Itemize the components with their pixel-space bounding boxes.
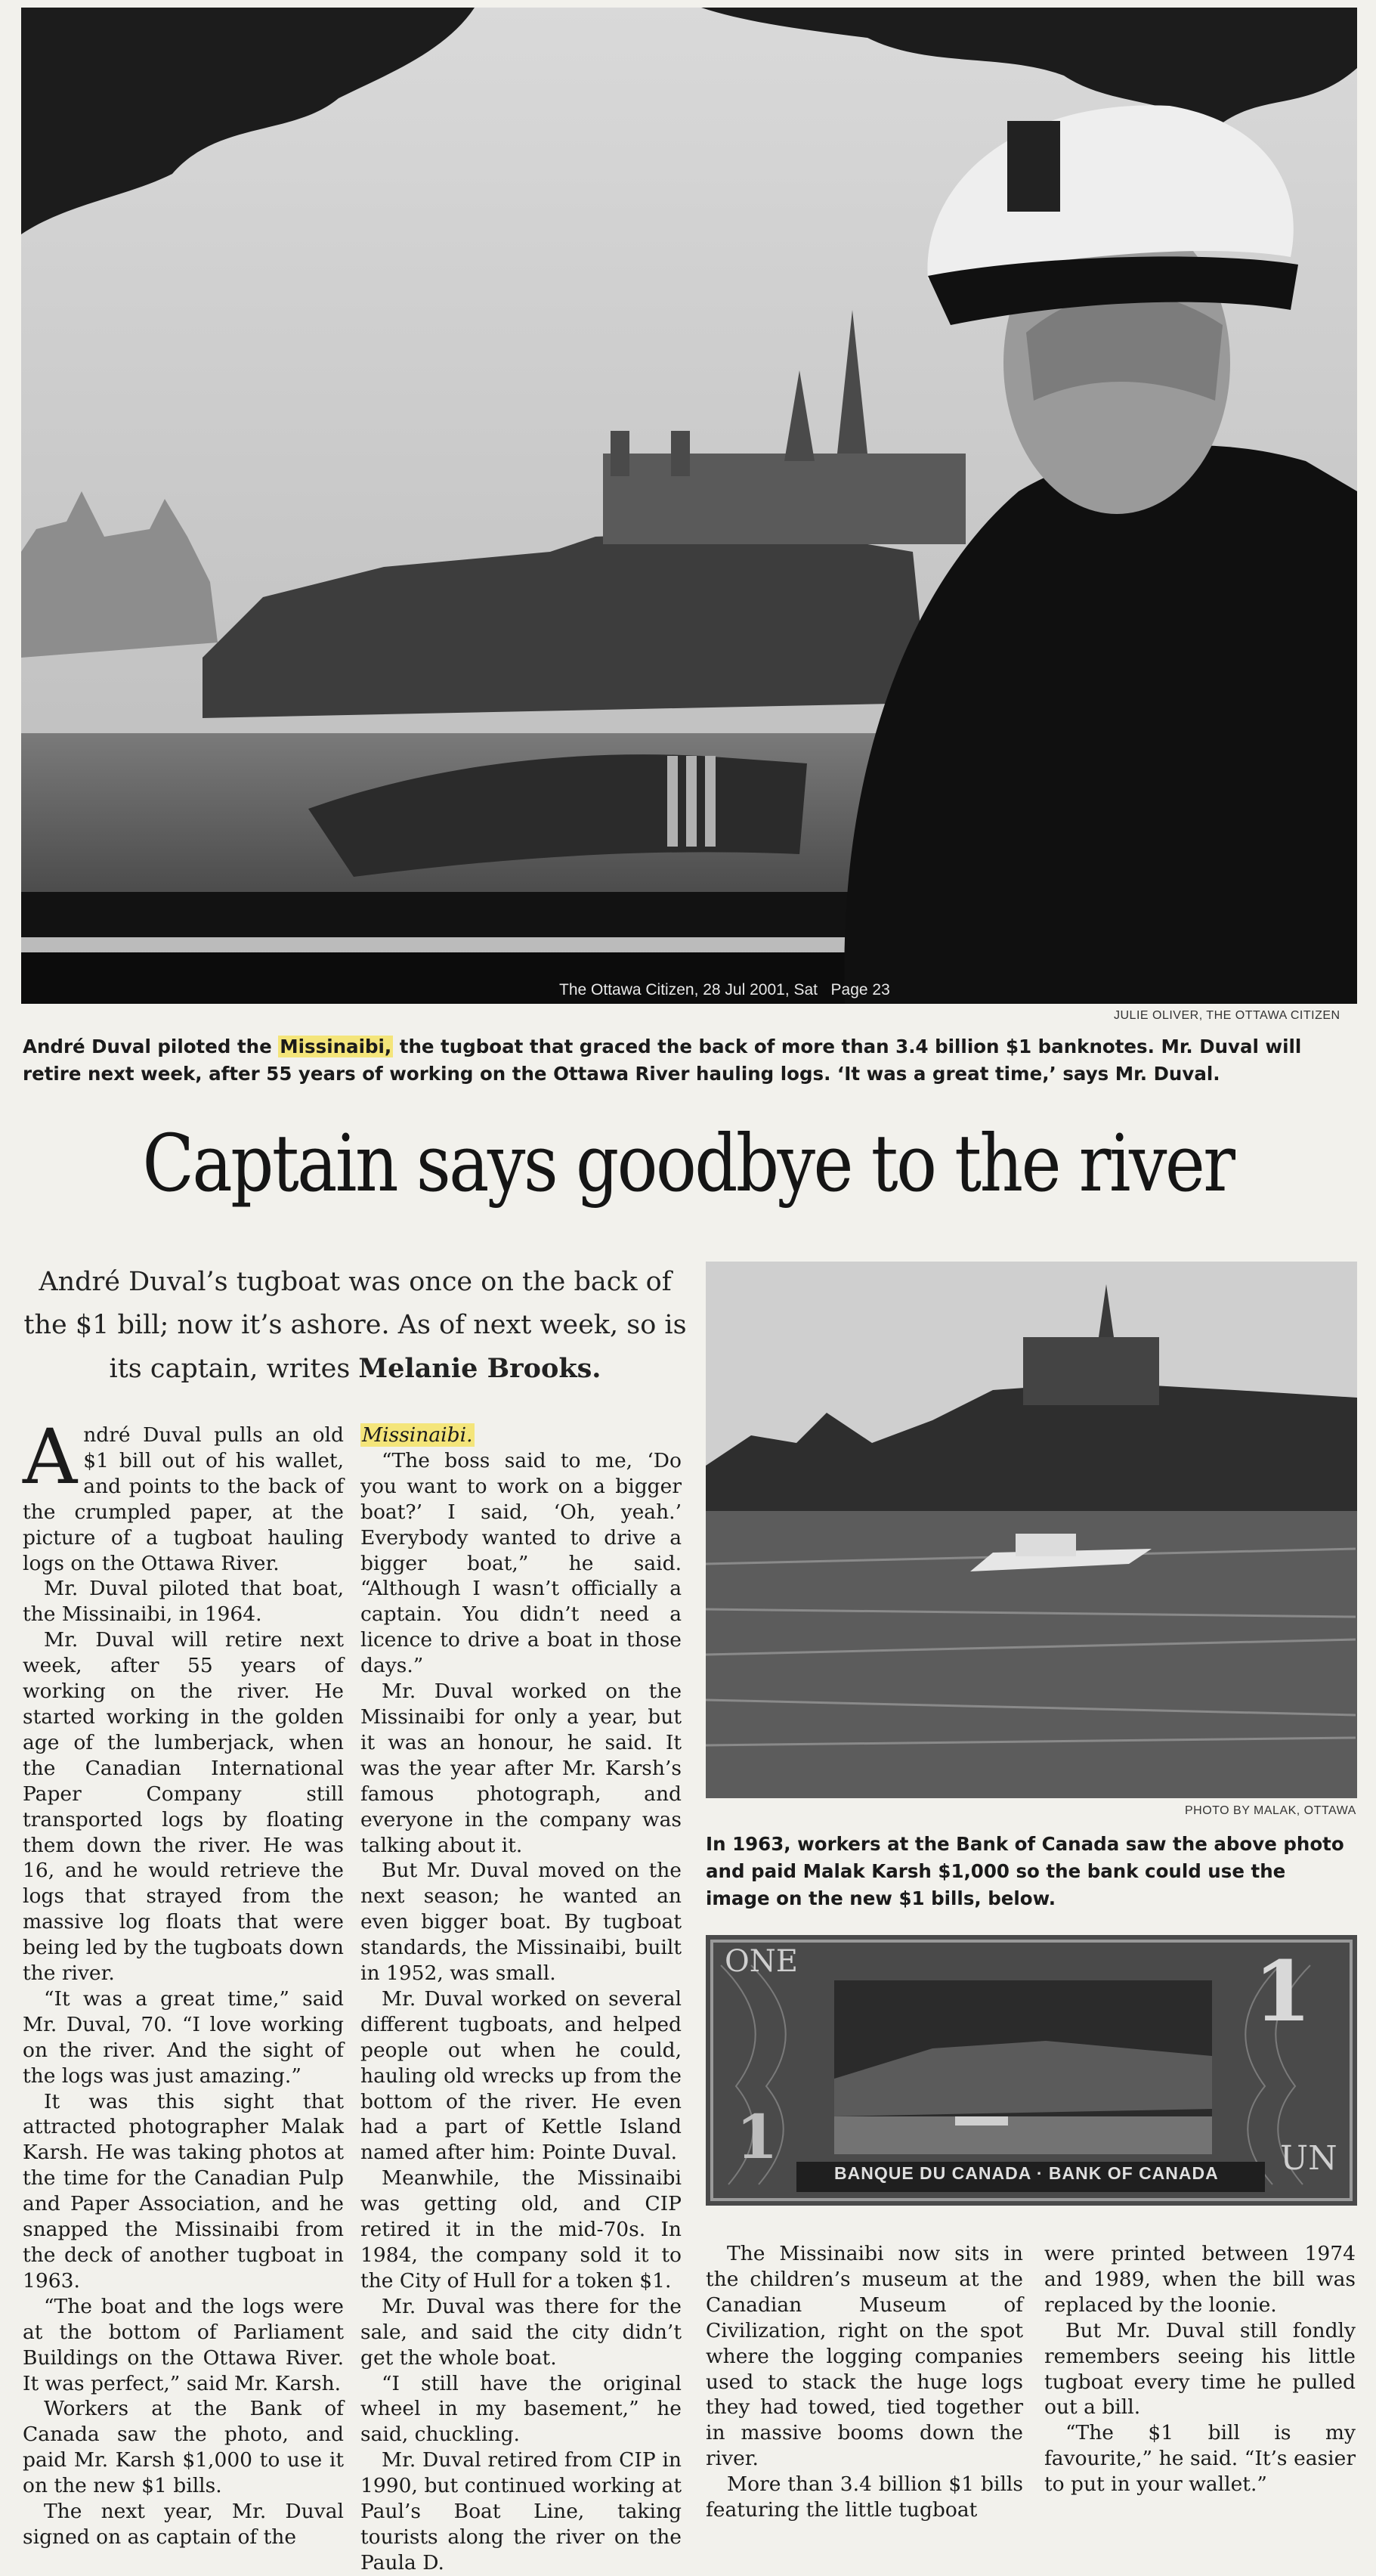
secondary-photo (706, 1262, 1357, 1798)
banknote-one-label: ONE (725, 1944, 798, 1979)
article-paragraph: It was this sight that attracted photographer Malak Karsh. He was taking photos at the time for the Canadian Pulp and Paper Association, and he snapped the Missinaibi from the deck of another tugboat in 1963. (23, 2089, 344, 2293)
article-paragraph: Mr. Duval retired from CIP in 1990, but continued working at Paul’s Boat Line, taking tourists along the river on the Paula D. (360, 2448, 682, 2574)
article-paragraph: “The $1 bill is my favourite,” he said. “It’s easier to put in your wallet.” (1044, 2421, 1356, 2497)
deck: André Duval’s tugboat was once on the back of the $1 bill; now it’s ashore. As of next week, so is its captain, writes Melanie Brooks. (23, 1267, 687, 1384)
article-paragraph: Mr. Duval worked on several different tugboats, and helped people out when he could, hauling old wrecks up from the bottom of the river. He even had a part of Kettle Island named after him: Pointe Duval. (360, 1986, 682, 2165)
article-paragraph: More than 3.4 billion $1 bills featuring the little tugboat (706, 2472, 1023, 2522)
author-byline: Melanie Brooks. (358, 1353, 601, 1384)
article-column-3 (706, 2241, 1023, 2523)
article-paragraph: were printed between 1974 and 1989, when the bill was replaced by the loonie. (1044, 2242, 1356, 2317)
article-paragraph: Meanwhile, the Missinaibi was getting old, and CIP retired it in the mid-70s. In 1984, the company sold it to the City of Hull for a token $1. (360, 2166, 682, 2293)
article-paragraph: Workers at the Bank of Canada saw the photo, and paid Mr. Karsh $1,000 to use it on the new $1 bills. (23, 2397, 344, 2498)
boat-name-highlight: Missinaibi. (362, 1423, 473, 1447)
article-column-1 (23, 1413, 344, 2550)
article-paragraph (360, 1423, 682, 1448)
article-paragraph: Mr. Duval was there for the sale, and said the city didn’t get the whole boat. (360, 2294, 682, 2370)
article-paragraph: “It was a great time,” said Mr. Duval, 70. “I love working on the river. And the sight of the logs was just amazing.” (23, 1986, 344, 2088)
article-paragraph: But Mr. Duval moved on the next season; he wanted an even bigger boat. By tugboat standards, the Missinaibi, built in 1952, was small. (360, 1859, 682, 1986)
article-column-4 (1044, 2241, 1356, 2497)
secondary-photo-caption: In 1963, workers at the Bank of Canada saw the above photo and paid Malak Karsh $1,000 so the bank could use the image on the new $1 bills, below. (706, 1833, 1344, 1909)
article-paragraph: “The boss said to me, ‘Do you want to work on a bigger boat?’ I said, ‘Oh, yeah.’ Everybody wanted to drive a bigger boat,” he said. “Although I wasn’t officially a captain. You didn’t need a licence to drive a boat in those days.” (360, 1448, 682, 1678)
article-paragraph: André Duval pulls an old $1 bill out of his wallet, and points to the back of the crumpled paper, at the picture of a tugboat hauling logs on the Ottawa River. (23, 1413, 344, 1575)
photo-credit-main: JULIE OLIVER, THE OTTAWA CITIZEN (1114, 1009, 1340, 1022)
banknote-numeral-right: 1 (1254, 1943, 1312, 2040)
article-paragraph: Mr. Duval will retire next week, after 55 years of working on the river. He started working in the golden age of the lumberjack, when the Canadian International Paper Company still transported logs by floating them down the river. He was 16, and he would retrieve the logs that strayed from the massive log floats that were being led by the tugboats down the river. (23, 1628, 344, 1986)
drop-cap: A (23, 1413, 78, 1501)
boat-name-highlight: Missinaibi, (280, 1036, 392, 1057)
article-paragraph: The next year, Mr. Duval signed on as captain of the (23, 2500, 344, 2549)
article-paragraph: “I still have the original wheel in my basement,” he said, chuckling. (360, 2371, 682, 2447)
main-photo-caption: André Duval piloted the Missinaibi, the tugboat that graced the back of more than 3.4 billion $1 banknotes. Mr. Duval will retire next week, after 55 years of working on the Ottawa River hauling logs. ‘It was a great time,’ says Mr. Duval. (23, 1036, 1302, 1085)
article-paragraph: Mr. Duval worked on the Missinaibi for only a year, but it was an honour, he said. It was the year after Mr. Karsh’s famous photograph, and everyone in the company was talking about it. (360, 1680, 682, 1857)
article-paragraph: “The boat and the logs were at the bottom of Parliament Buildings on the Ottawa River. It was perfect,” said Mr. Karsh. (23, 2294, 344, 2395)
main-photo (21, 8, 1357, 1004)
article-paragraph: The Missinaibi now sits in the children’s museum at the Canadian Museum of Civilization, right on the spot where the logging companies used to stack the huge logs they had towed, tied together in massive booms down the river. (706, 2242, 1023, 2471)
banknote-numeral-left: 1 (736, 2101, 778, 2172)
photo-credit-secondary: PHOTO BY MALAK, OTTAWA (1185, 1804, 1356, 1817)
banknote-image (706, 1935, 1357, 2206)
article-paragraph: But Mr. Duval still fondly remembers seeing his little tugboat every time he pulled out a bill. (1044, 2318, 1356, 2420)
banknote-bank-name: BANQUE DU CANADA · BANK OF CANADA (834, 2163, 1219, 2183)
headline: Captain says goodbye to the river (142, 1117, 1234, 1209)
article-paragraph: Mr. Duval piloted that boat, the Missinaibi, in 1964. (23, 1577, 344, 1627)
article-column-2 (360, 1423, 682, 2576)
source-stamp: The Ottawa Citizen, 28 Jul 2001, Sat Page 23 (559, 981, 890, 999)
banknote-un-label: UN (1280, 2139, 1337, 2178)
